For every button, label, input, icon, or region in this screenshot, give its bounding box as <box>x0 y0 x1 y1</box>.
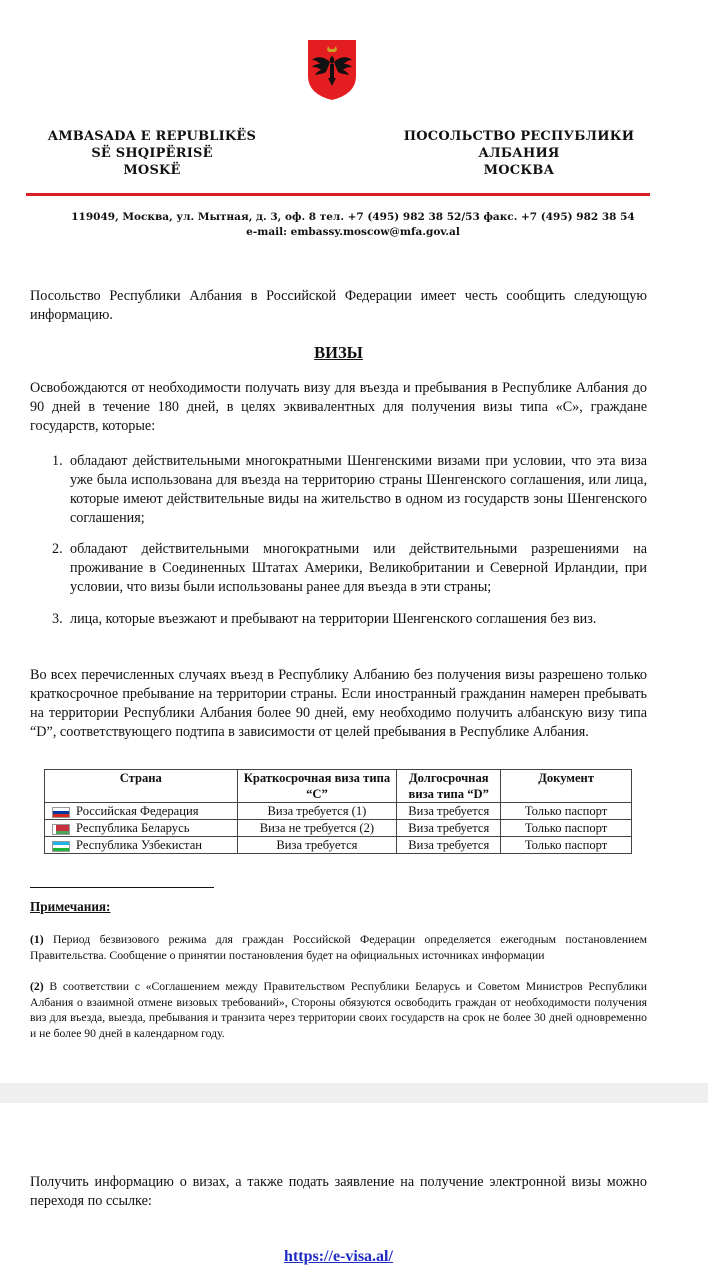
list-item-text: обладают действительными многократными или действительными разрешениями на проживание в Соединенных Штатах Америки, Великобритании и Северной Ирландии, при условии, что визы были использованы ранее для въезда в эти страны; <box>70 541 647 595</box>
document-cell: Только паспорт <box>501 837 632 854</box>
table-row <box>45 837 632 854</box>
list-item-text: лица, которые въезжают и пребывают на территории Шенгенского соглашения без виз. <box>70 611 597 627</box>
uzbekistan-flag-icon <box>52 841 70 852</box>
footnote-text: В соответствии с «Соглашением между Правительством Республики Беларусь и Советом Министров Республики Албания о взаимной отмене визовых требований», Стороны обязуются освободить граждан от необходимости получения виз для въезда, выезда, пребывания и транзита через территории своих государств на срок не более 30 дней одновременно и не более 90 дней в календарном году. <box>30 980 647 1040</box>
column-header-long-visa: Долгосрочная виза типа “D” <box>397 770 501 803</box>
footnote-divider <box>30 887 214 888</box>
evisa-link[interactable]: https://e-visa.al/ <box>284 1248 393 1265</box>
country-name: Российская Федерация <box>76 804 199 818</box>
table-row <box>45 820 632 837</box>
country-cell <box>45 803 238 820</box>
list-item-number: 3. <box>52 611 63 627</box>
document-cell: Только паспорт <box>501 820 632 837</box>
list-item-number: 1. <box>52 453 63 469</box>
short-visa-cell: Виза не требуется (2) <box>237 820 397 837</box>
footer-paragraph: Получить информацию о визах, а также подать заявление на получение электронной визы можно переходя по ссылке: <box>30 1174 647 1209</box>
column-header-document: Документ <box>501 770 632 803</box>
page-separator <box>0 1083 708 1103</box>
country-cell <box>45 820 238 837</box>
header-divider <box>26 193 650 196</box>
contact-address: 119049, Москва, ул. Мытная, д. 3, оф. 8 тел. +7 (495) 982 38 52/53 факс. +7 (495) 982 38 54 <box>71 211 635 223</box>
footnote-1 <box>30 932 647 963</box>
column-header-country: Страна <box>45 770 238 803</box>
exemption-paragraph: Освобождаются от необходимости получать визу для въезда и пребывания в Республике Албания до 90 дней в течение 180 дней, в целях эквивалентных для получения визы типа «С», граждане государств, которые: <box>30 380 647 434</box>
footnote-marker: (2) <box>30 980 44 993</box>
list-item-text: обладают действительными многократными Шенгенскими визами при условии, что эта виза уже была использована для въезда на территорию страны Шенгенского соглашения, или лица, которые имеют действительные виды на жительство в одном из государств зоны Шенгенского соглашения; <box>70 453 647 526</box>
header-right-line: МОСКВА <box>483 163 555 178</box>
embassy-name-russian <box>392 128 646 179</box>
visa-table <box>44 769 632 854</box>
country-cell <box>45 837 238 854</box>
embassy-name-albanian <box>30 128 274 179</box>
table-row <box>45 803 632 820</box>
header-right-line: АЛБАНИЯ <box>478 146 560 161</box>
country-name: Республика Узбекистан <box>76 838 203 852</box>
notes-heading: Примечания: <box>30 899 111 914</box>
footnote-text: Период безвизового режима для граждан Российской Федерации определяется ежегодным постановлением Правительства. Сообщение о принятии постановления будет на официальных источниках информации <box>30 933 647 962</box>
contact-email[interactable]: e-mail: embassy.moscow@mfa.gov.al <box>246 226 460 238</box>
long-visa-cell: Виза требуется <box>397 803 501 820</box>
summary-paragraph: Во всех перечисленных случаях въезд в Республику Албанию без получения визы разрешено только краткосрочное пребывание на территории страны. Если иностранный гражданин намерен пребывать на территории Республики Албания более 90 дней, ему необходимо получить албанскую визу типа “D”, соответствующего подтипа в зависимости от целей пребывания в Республике Албания. <box>30 667 647 740</box>
header-left-line: SË SHQIPËRISË <box>91 146 213 161</box>
footnote-2 <box>30 979 647 1041</box>
albania-coat-of-arms-icon <box>306 38 358 102</box>
belarus-flag-icon <box>52 824 70 835</box>
russia-flag-icon <box>52 807 70 818</box>
header-left-line: MOSKË <box>123 163 181 178</box>
list-item-number: 2. <box>52 541 63 557</box>
table-header-row <box>45 770 632 803</box>
contact-info <box>40 210 666 240</box>
column-header-short-visa: Краткосрочная виза типа “С” <box>237 770 397 803</box>
intro-paragraph: Посольство Республики Албания в Российской Федерации имеет честь сообщить следующую информацию. <box>30 288 647 323</box>
short-visa-cell: Виза требуется <box>237 837 397 854</box>
footnote-marker: (1) <box>30 933 44 946</box>
header-right-line: ПОСОЛЬСТВО РЕСПУБЛИКИ <box>403 129 635 144</box>
country-name: Республика Беларусь <box>76 821 190 835</box>
long-visa-cell: Виза требуется <box>397 837 501 854</box>
header-left-line: AMBASADA E REPUBLIKËS <box>47 129 257 144</box>
long-visa-cell: Виза требуется <box>397 820 501 837</box>
document-cell: Только паспорт <box>501 803 632 820</box>
short-visa-cell: Виза требуется (1) <box>237 803 397 820</box>
page-title: ВИЗЫ <box>314 343 363 362</box>
